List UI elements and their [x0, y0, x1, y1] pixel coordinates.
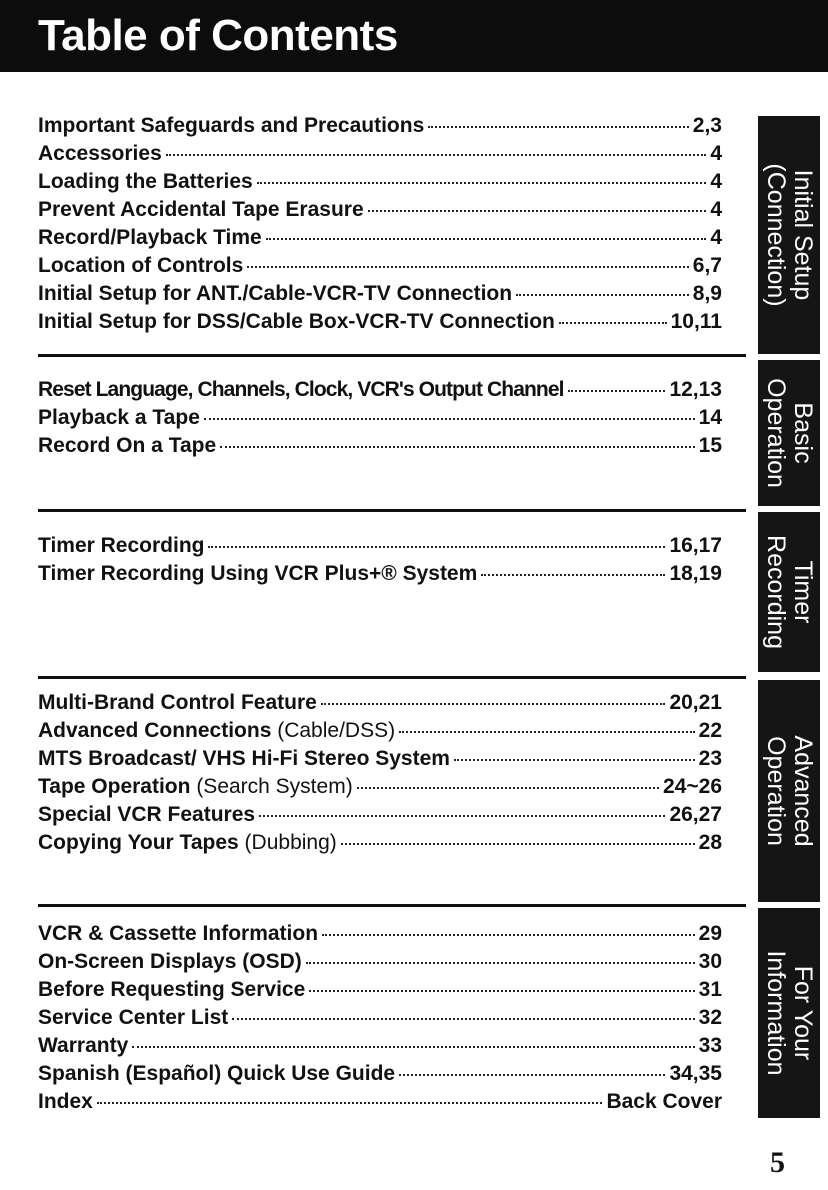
- side-tab-basic-operation[interactable]: [758, 360, 820, 506]
- dot-leader: [309, 990, 694, 992]
- toc-entry-page: 18,19: [669, 562, 722, 585]
- toc-entry[interactable]: [38, 378, 722, 406]
- toc-entry-page: 4: [710, 198, 722, 221]
- toc-entry-page: 31: [698, 978, 722, 1001]
- toc-entry-page: 10,11: [670, 310, 722, 333]
- toc-entry[interactable]: [38, 1034, 722, 1062]
- toc-entry-title: Service Center List: [38, 1006, 229, 1029]
- toc-section-timer-recording: [38, 534, 722, 590]
- toc-entry-title: Prevent Accidental Tape Erasure: [38, 198, 364, 221]
- toc-entry-title: Location of Controls: [38, 254, 244, 277]
- toc-entry-title: Important Safeguards and Precautions: [38, 114, 425, 137]
- toc-section-advanced-operation: [38, 691, 722, 859]
- toc-section-for-your-information: [38, 922, 722, 1118]
- side-tab-timer-recording[interactable]: [758, 512, 820, 672]
- dot-leader: [208, 546, 665, 548]
- toc-entry-page: 8,9: [692, 282, 722, 305]
- toc-entry-page: 30: [698, 950, 722, 973]
- dot-leader: [257, 182, 707, 184]
- dot-leader: [516, 294, 689, 296]
- toc-entry-title: Timer Recording: [38, 534, 205, 557]
- section-divider: [38, 904, 746, 907]
- header-bar: [0, 0, 828, 72]
- toc-entry-title: Copying Your Tapes: [38, 831, 239, 854]
- toc-entry[interactable]: [38, 978, 722, 1006]
- dot-leader: [568, 390, 666, 392]
- section-divider: [38, 676, 746, 679]
- toc-section-basic-operation: [38, 378, 722, 462]
- section-divider: [38, 354, 746, 357]
- side-tab-initial-setup[interactable]: [758, 116, 820, 354]
- toc-entry-title: Timer Recording Using VCR Plus+® System: [38, 562, 478, 585]
- toc-entry-title: VCR & Cassette Information: [38, 922, 319, 945]
- toc-entry-page: 23: [698, 747, 722, 770]
- dot-leader: [166, 154, 707, 156]
- toc-entry-page: 4: [710, 170, 722, 193]
- toc-entry-page: 26,27: [669, 803, 722, 826]
- dot-leader: [321, 703, 666, 705]
- dot-leader: [204, 418, 695, 420]
- page-number: 5: [770, 1146, 785, 1179]
- dot-leader: [322, 934, 695, 936]
- toc-entry[interactable]: [38, 922, 722, 950]
- toc-entry[interactable]: [38, 434, 722, 462]
- dot-leader: [266, 238, 707, 240]
- toc-entry-title: Record/Playback Time: [38, 226, 262, 249]
- toc-entry[interactable]: [38, 198, 722, 226]
- side-tab-label: Timer Recording: [762, 535, 817, 649]
- toc-entry[interactable]: [38, 226, 722, 254]
- toc-entry-note: (Search System): [196, 775, 353, 798]
- toc-entry-title: Loading the Batteries: [38, 170, 253, 193]
- toc-entry-title: Warranty: [38, 1034, 129, 1057]
- side-tab-label: Advanced Operation: [762, 735, 817, 847]
- dot-leader: [368, 210, 707, 212]
- dot-leader: [559, 322, 667, 324]
- toc-entry-title: Tape Operation: [38, 775, 191, 798]
- toc-entry-title: Initial Setup for ANT./Cable-VCR-TV Connection: [38, 282, 513, 305]
- toc-entry[interactable]: [38, 170, 722, 198]
- toc-entry-page: 12,13: [669, 378, 722, 401]
- toc-entry[interactable]: [38, 831, 722, 859]
- toc-entry-page: 33: [698, 1034, 722, 1057]
- side-tab-label: For Your Information: [762, 950, 817, 1076]
- toc-entry-page: 34,35: [669, 1062, 722, 1085]
- dot-leader: [132, 1046, 694, 1048]
- toc-entry-title: Special VCR Features: [38, 803, 256, 826]
- toc-entry[interactable]: [38, 310, 722, 338]
- toc-entry-title: Spanish (Español) Quick Use Guide: [38, 1062, 396, 1085]
- dot-leader: [454, 759, 695, 761]
- toc-entry[interactable]: [38, 406, 722, 434]
- toc-entry[interactable]: [38, 747, 722, 775]
- toc-entry-page: 28: [698, 831, 722, 854]
- side-tab-label: Basic Operation: [762, 378, 817, 488]
- dot-leader: [399, 1074, 665, 1076]
- side-tab-advanced-operation[interactable]: [758, 680, 820, 902]
- toc-entry-title: On-Screen Displays (OSD): [38, 950, 302, 973]
- toc-entry[interactable]: [38, 1090, 722, 1118]
- toc-entry-title: Reset Language, Channels, Clock, VCR's Output Channel: [38, 378, 564, 401]
- toc-entry-title: Multi-Brand Control Feature: [38, 691, 317, 714]
- dot-leader: [357, 787, 659, 789]
- toc-entry[interactable]: [38, 142, 722, 170]
- toc-entry-title: Playback a Tape: [38, 406, 200, 429]
- dot-leader: [341, 843, 695, 845]
- toc-entry[interactable]: [38, 719, 722, 747]
- page-title: Table of Contents: [38, 11, 398, 60]
- toc-entry-title: Before Requesting Service: [38, 978, 306, 1001]
- toc-entry-page: 24~26: [663, 775, 722, 798]
- dot-leader: [247, 266, 688, 268]
- toc-entry[interactable]: [38, 775, 722, 803]
- toc-entry-page: 29: [698, 922, 722, 945]
- toc-entry-page: 4: [710, 142, 722, 165]
- toc-entry-page: 32: [698, 1006, 722, 1029]
- toc-entry[interactable]: [38, 950, 722, 978]
- toc-entry-title: Index: [38, 1090, 93, 1113]
- dot-leader: [220, 446, 694, 448]
- toc-section-initial-setup: [38, 114, 722, 338]
- toc-entry[interactable]: [38, 114, 722, 142]
- dot-leader: [481, 574, 665, 576]
- toc-entry-title: Accessories: [38, 142, 162, 165]
- toc-entry-title: Initial Setup for DSS/Cable Box-VCR-TV Connection: [38, 310, 555, 333]
- dot-leader: [259, 815, 665, 817]
- toc-entry-page: 2,3: [692, 114, 722, 137]
- toc-entry[interactable]: [38, 1006, 722, 1034]
- toc-entry-page: 20,21: [669, 691, 722, 714]
- dot-leader: [428, 126, 689, 128]
- toc-entry-page: 6,7: [692, 254, 722, 277]
- toc-entry[interactable]: [38, 803, 722, 831]
- toc-entry[interactable]: [38, 254, 722, 282]
- dot-leader: [399, 731, 695, 733]
- toc-entry-page: 22: [698, 719, 722, 742]
- toc-entry[interactable]: [38, 562, 722, 590]
- side-tab-label: Initial Setup (Connection): [762, 163, 817, 307]
- toc-entry[interactable]: [38, 282, 722, 310]
- dot-leader: [306, 962, 695, 964]
- toc-entry-page: 14: [698, 406, 722, 429]
- toc-entry[interactable]: [38, 1062, 722, 1090]
- toc-entry-title: MTS Broadcast/ VHS Hi-Fi Stereo System: [38, 747, 450, 770]
- dot-leader: [97, 1102, 603, 1104]
- dot-leader: [232, 1018, 694, 1020]
- toc-entry-title: Advanced Connections: [38, 719, 272, 742]
- toc-entry-page: Back Cover: [606, 1090, 722, 1113]
- toc-entry[interactable]: [38, 691, 722, 719]
- toc-entry-title: Record On a Tape: [38, 434, 217, 457]
- toc-entry-page: 16,17: [669, 534, 722, 557]
- toc-entry-page: 4: [710, 226, 722, 249]
- toc-entry-note: (Dubbing): [244, 831, 337, 854]
- toc-entry-note: (Cable/DSS): [277, 719, 396, 742]
- toc-entry-page: 15: [698, 434, 722, 457]
- side-tab-for-your-information[interactable]: [758, 908, 820, 1118]
- section-divider: [38, 509, 746, 512]
- toc-entry[interactable]: [38, 534, 722, 562]
